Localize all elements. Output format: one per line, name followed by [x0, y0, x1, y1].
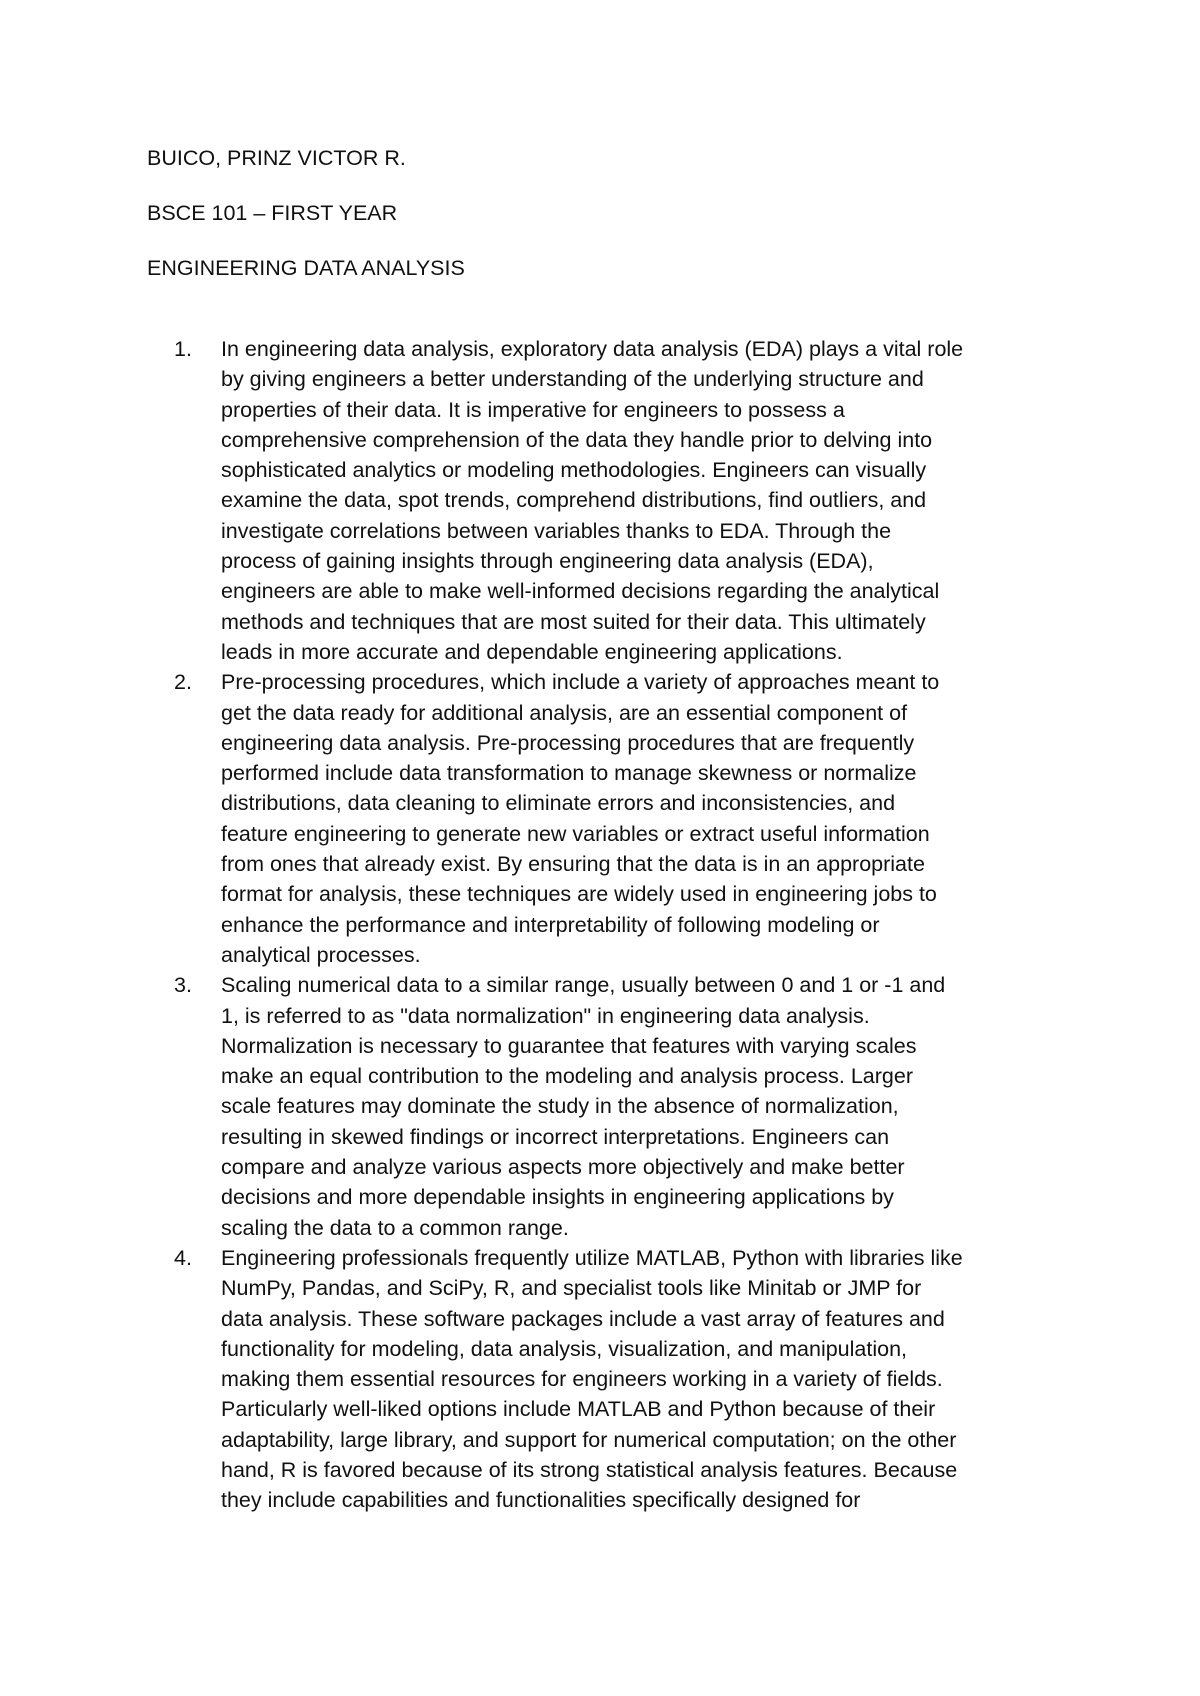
text-line: format for analysis, these techniques are widely used in engineering jobs to [221, 882, 937, 907]
student-name: BUICO, PRINZ VICTOR R. [147, 146, 406, 170]
answer-number: 2. [174, 670, 192, 695]
text-line: Scaling numerical data to a similar range, usually between 0 and 1 or -1 and [221, 973, 946, 998]
text-line: make an equal contribution to the modeling and analysis process. Larger [221, 1064, 913, 1089]
text-line: comprehensive comprehension of the data they handle prior to delving into [221, 427, 933, 452]
text-line: methods and techniques that are most suited for their data. This ultimately [221, 609, 926, 634]
course-section: BSCE 101 – FIRST YEAR [147, 201, 398, 225]
answer-list [0, 334, 1200, 1516]
answer-item-1 [0, 334, 1200, 667]
text-line: data analysis. These software packages include a vast array of features and [221, 1306, 945, 1331]
answer-item-3 [0, 970, 1200, 1243]
text-line: investigate correlations between variables thanks to EDA. Through the [221, 518, 892, 543]
text-line: analytical processes. [221, 942, 421, 967]
text-line: decisions and more dependable insights in engineering applications by [221, 1185, 894, 1210]
text-line: Particularly well-liked options include MATLAB and Python because of their [221, 1397, 936, 1422]
text-line: resulting in skewed findings or incorrect interpretations. Engineers can [221, 1124, 890, 1149]
text-line: compare and analyze various aspects more objectively and make better [221, 1155, 905, 1180]
text-line: distributions, data cleaning to eliminate errors and inconsistencies, and [221, 791, 896, 816]
answer-number: 1. [174, 337, 192, 361]
text-line: 1, is referred to as "data normalization" in engineering data analysis. [221, 1003, 870, 1028]
answer-text [221, 667, 1076, 970]
text-line: Engineering professionals frequently utilize MATLAB, Python with libraries like [221, 1245, 963, 1270]
text-line: engineers are able to make well-informed decisions regarding the analytical [221, 579, 940, 604]
text-line: performed include data transformation to manage skewness or normalize [221, 761, 917, 786]
text-line: by giving engineers a better understanding of the underlying structure and [221, 367, 924, 392]
text-line: hand, R is favored because of its strong statistical analysis features. Because [221, 1457, 958, 1482]
text-line: enhance the performance and interpretability of following modeling or [221, 912, 880, 937]
text-line: In engineering data analysis, exploratory data analysis (EDA) plays a vital role [221, 337, 964, 361]
text-line: sophisticated analytics or modeling methodologies. Engineers can visually [221, 458, 927, 483]
text-line: leads in more accurate and dependable engineering applications. [221, 639, 843, 664]
text-line: get the data ready for additional analysis, are an essential component of [221, 700, 908, 725]
answer-item-2 [0, 667, 1200, 970]
answer-text [221, 334, 1076, 667]
text-line: process of gaining insights through engineering data analysis (EDA), [221, 549, 874, 574]
text-line: scale features may dominate the study in the absence of normalization, [221, 1094, 899, 1119]
text-line: NumPy, Pandas, and SciPy, R, and specialist tools like Minitab or JMP for [221, 1276, 922, 1301]
text-line: making them essential resources for engineers working in a variety of fields. [221, 1367, 943, 1392]
document-header [147, 146, 1097, 311]
text-line: properties of their data. It is imperative for engineers to possess a [221, 397, 845, 422]
text-line: from ones that already exist. By ensuring that the data is in an appropriate [221, 852, 925, 877]
text-line: functionality for modeling, data analysis, visualization, and manipulation, [221, 1336, 908, 1361]
subject-title: ENGINEERING DATA ANALYSIS [147, 256, 465, 280]
answer-number: 3. [174, 973, 192, 998]
text-line: Pre-processing procedures, which include a variety of approaches meant to [221, 670, 940, 695]
text-line: adaptability, large library, and support for numerical computation; on the other [221, 1427, 957, 1452]
answer-item-4 [0, 1243, 1200, 1516]
answer-text [221, 970, 1076, 1243]
text-line: scaling the data to a common range. [221, 1215, 569, 1240]
text-line: they include capabilities and functionalities specifically designed for [221, 1488, 861, 1513]
answer-number: 4. [174, 1245, 192, 1270]
text-line: engineering data analysis. Pre-processing procedures that are frequently [221, 730, 915, 755]
answer-text [221, 1243, 1076, 1516]
text-line: feature engineering to generate new variables or extract useful information [221, 821, 930, 846]
text-line: examine the data, spot trends, comprehend distributions, find outliers, and [221, 488, 927, 513]
text-line: Normalization is necessary to guarantee that features with varying scales [221, 1033, 917, 1058]
